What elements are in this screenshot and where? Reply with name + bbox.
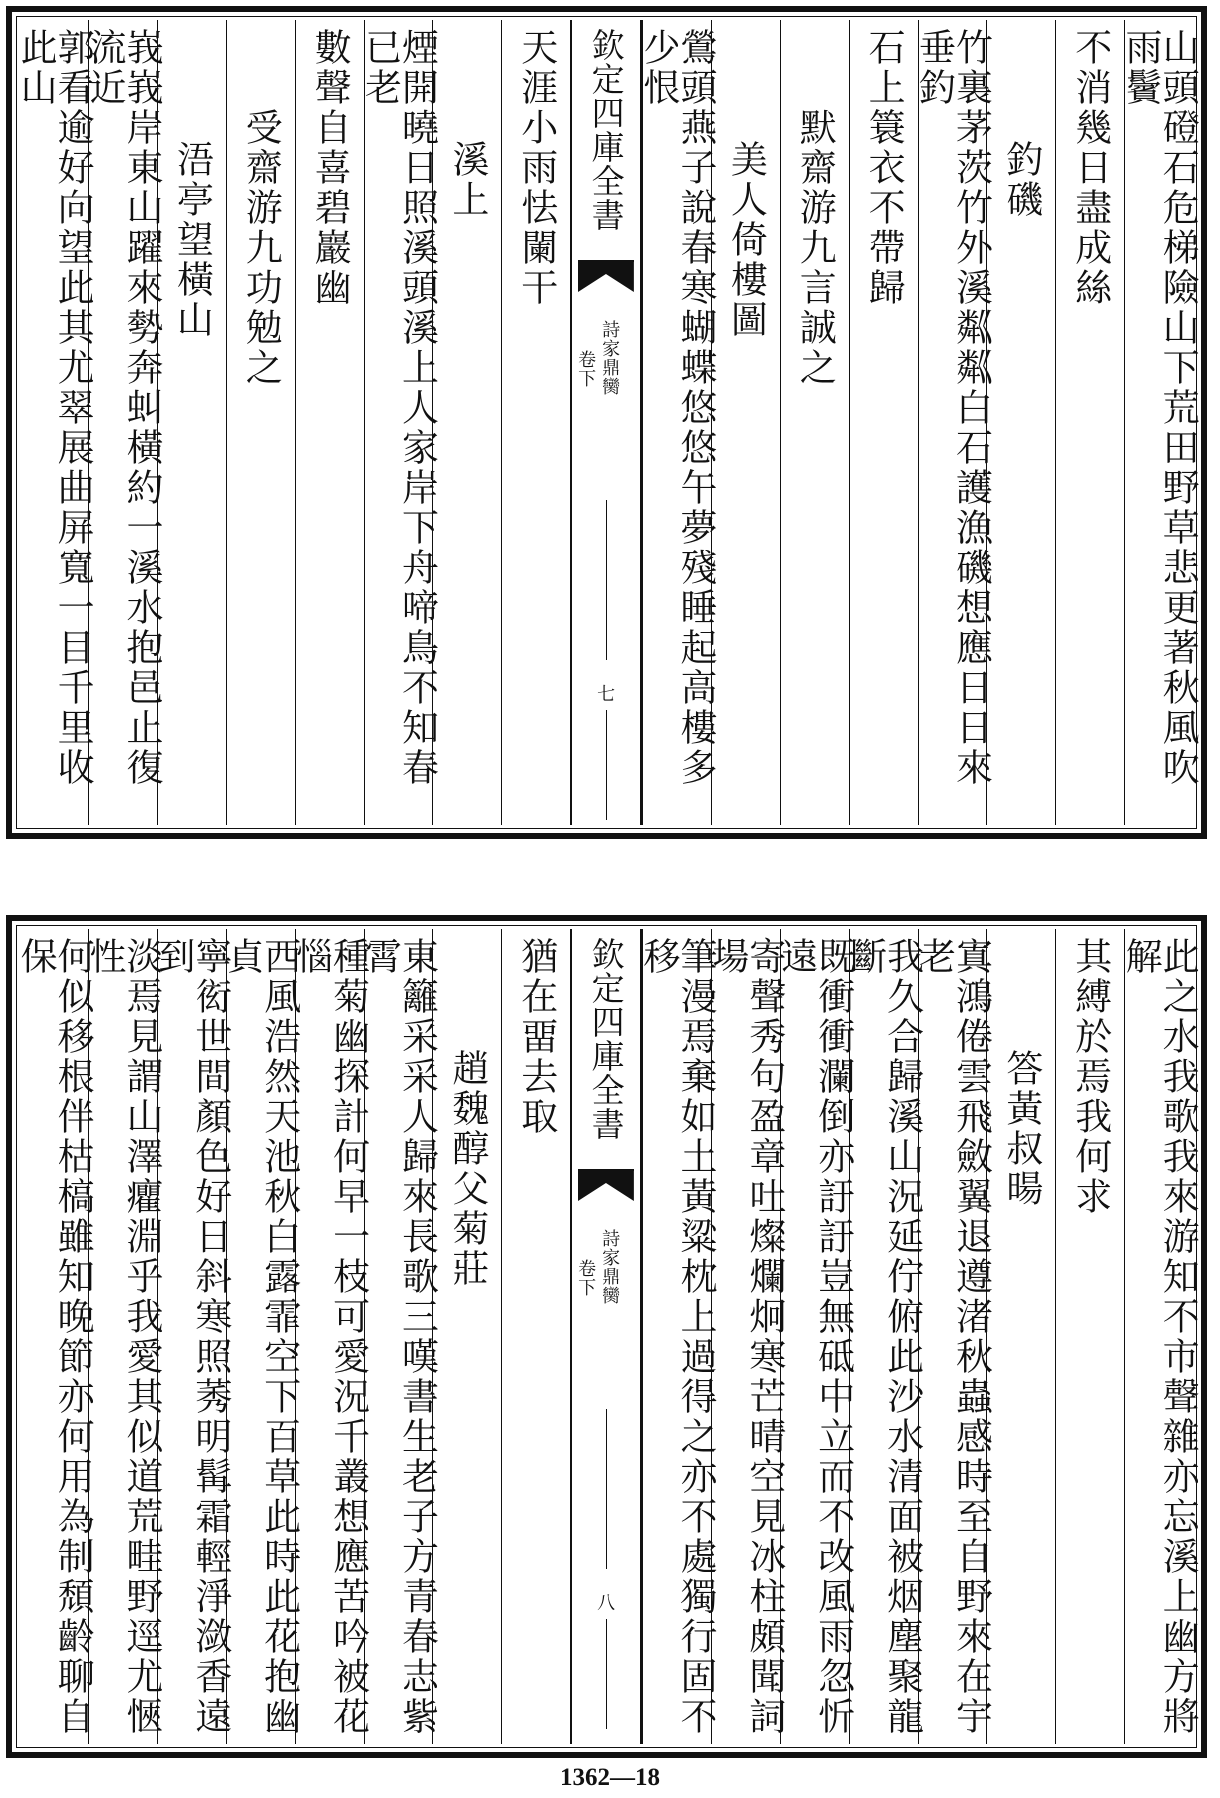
center-rule — [606, 1409, 607, 1569]
text-column — [358, 929, 439, 1744]
poem-line: 數聲自喜碧巖幽 — [308, 28, 352, 308]
library-title: 欽定四庫全書 — [586, 937, 626, 1141]
text-column — [1119, 929, 1200, 1744]
text-column — [636, 929, 717, 1744]
poem-line: 郭看逾好向望此其尤翠展曲屏寬一目千里收此山 — [14, 28, 95, 788]
volume-label: 卷下 — [575, 350, 597, 388]
poem-line: 石上簑衣不帶歸 — [862, 28, 906, 308]
text-column — [912, 20, 993, 825]
text-column — [14, 20, 95, 825]
text-column — [501, 929, 570, 1744]
text-column — [1055, 929, 1124, 1744]
fish-tail-mark — [578, 1169, 634, 1211]
text-column — [636, 20, 717, 825]
poem-line: 猶在畱去取 — [514, 937, 558, 1137]
poem-line: 山頭磴石危梯險山下荒田野草悲更著秋風吹雨鬢 — [1119, 28, 1200, 788]
poem-line: 鶯頭燕子說春寒蝴蝶悠悠午夢殘睡起高樓多少恨 — [636, 28, 717, 788]
text-column — [432, 20, 501, 825]
leaf-number: 八 — [597, 1593, 616, 1614]
poem-line: 煙開曉日照溪頭溪上人家岸下舟啼鳥不知春已老 — [358, 28, 439, 788]
text-column — [82, 20, 163, 825]
poem-line: 寘鴻倦雲飛斂翼退遵渚秋蟲感時至自野來在宇老 — [912, 937, 993, 1737]
text-column — [220, 929, 301, 1744]
text-column — [1119, 20, 1200, 825]
poem-heading: 美人倚樓圖 — [724, 140, 768, 340]
text-column — [151, 929, 232, 1744]
text-column — [986, 20, 1055, 825]
text-columns — [14, 20, 1200, 825]
center-rule — [606, 1619, 607, 1729]
poem-line: 峩峩岸東山躍來勢奔虯橫約一溪水抱邑止復流近 — [82, 28, 163, 788]
text-column — [774, 929, 855, 1744]
poem-line: 寧衒世間顏色好日斜寒照莠明髯霜輕淨潋香遠到 — [151, 937, 232, 1737]
text-column — [432, 929, 501, 1744]
poem-heading: 答黃叔暘 — [999, 1049, 1043, 1209]
poem-line: 天涯小雨怯闌干 — [514, 28, 558, 308]
poem-heading: 受齋游九功勉之 — [239, 108, 283, 388]
poem-line: 不消幾日盡成絲 — [1068, 28, 1112, 308]
page-bottom — [6, 915, 1207, 1758]
text-column — [843, 929, 924, 1744]
poem-line: 既衝衝瀾倒亦訏訏豈無砥中立而不改風雨忽忻遠 — [774, 937, 855, 1737]
text-column — [501, 20, 570, 825]
center-rule — [606, 710, 607, 820]
page-top — [6, 6, 1207, 839]
text-column — [358, 20, 439, 825]
poem-line: 筆漫焉棄如土黃粱枕上過得之亦不處獨行固不移 — [636, 937, 717, 1737]
text-column — [82, 929, 163, 1744]
book-title-small: 詩家鼎臠 — [599, 320, 621, 396]
poem-heading: 浯亭望橫山 — [170, 140, 214, 340]
poem-line: 何似移根伴枯槁雖知晚節亦何用為制頹齡聊自保 — [14, 937, 95, 1737]
text-column — [157, 20, 226, 825]
poem-heading: 溪上 — [445, 140, 489, 220]
poem-heading: 默齋游九言誠之 — [793, 108, 837, 388]
text-column — [14, 929, 95, 1744]
leaf-number: 七 — [597, 684, 616, 705]
poem-heading: 趙魏醇父菊莊 — [445, 1049, 489, 1289]
poem-line: 寄聲秀句盈章吐燦爛炯寒芒晴空見冰柱頗聞詞場 — [705, 937, 786, 1737]
text-column — [986, 929, 1055, 1744]
center-fold-column — [570, 20, 642, 825]
poem-line: 竹裏茅茨竹外溪粼粼白石護漁磯想應日日來垂釣 — [912, 28, 993, 788]
poem-heading: 釣磯 — [999, 140, 1043, 220]
text-columns — [14, 929, 1200, 1744]
poem-line: 種菊幽探計何早一枝可愛況千叢想應苦吟被花惱 — [289, 937, 370, 1737]
text-column — [1055, 20, 1124, 825]
library-title: 欽定四庫全書 — [586, 28, 626, 232]
text-column — [289, 929, 370, 1744]
page-footer-number: 1362—18 — [560, 1764, 660, 1791]
center-fold-column — [570, 929, 642, 1744]
poem-line: 東籬采采人歸來長歌三嘆書生老子方青春志紫霄 — [358, 937, 439, 1737]
text-column — [295, 20, 364, 825]
poem-line: 其縛於焉我何求 — [1068, 937, 1112, 1217]
fish-tail-mark — [578, 260, 634, 302]
poem-line: 我久合歸溪山況延佇俯此沙水清面被烟塵聚龍斷 — [843, 937, 924, 1737]
text-column — [912, 929, 993, 1744]
text-column — [849, 20, 918, 825]
poem-line: 淡焉見謂山澤癯淵乎我愛其似道荒畦野逕尤愜性 — [82, 937, 163, 1737]
text-column — [711, 20, 780, 825]
volume-label: 卷下 — [575, 1259, 597, 1297]
poem-line: 此之水我歌我來游知不市聲雜亦忘溪上幽方將解 — [1119, 937, 1200, 1737]
center-rule — [606, 500, 607, 660]
text-column — [705, 929, 786, 1744]
poem-line: 西風浩然天池秋白露霏空下百草此時此花抱幽貞 — [220, 937, 301, 1737]
book-title-small: 詩家鼎臠 — [599, 1229, 621, 1305]
text-column — [226, 20, 295, 825]
text-column — [780, 20, 849, 825]
